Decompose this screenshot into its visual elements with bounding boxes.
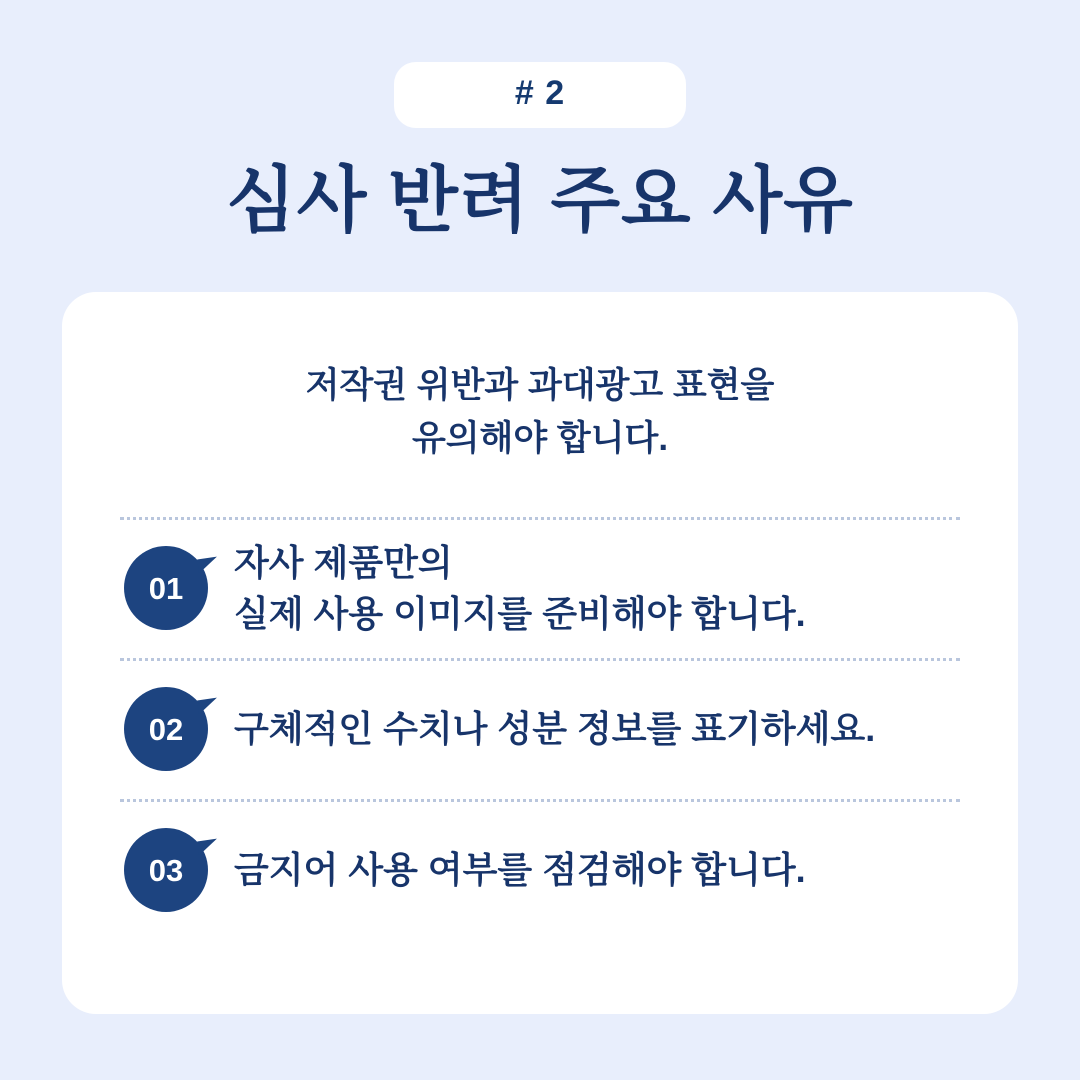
list-item-marker [120,546,212,630]
number-badge-icon: 01 [124,546,208,630]
content-card [62,292,1018,1014]
lead-line-1: 저작권 위반과 과대광고 표현을 [305,366,775,405]
list-item-text [234,703,875,754]
list-item-line-1: 금지어 사용 여부를 점검해야 합니다. [234,849,806,891]
list-item-marker [120,687,212,771]
list-item-line-1: 자사 제품만의 [234,541,453,583]
reason-list [120,517,960,940]
list-item [120,520,960,658]
lead-paragraph [120,360,960,465]
list-item-line-1: 구체적인 수치나 성분 정보를 표기하세요. [234,708,876,750]
number-badge-icon: 03 [124,828,208,912]
list-item-text [234,844,806,895]
list-item-text [234,537,806,639]
page-title: 심사 반려 주요 사유 [226,161,854,241]
list-item [120,802,960,940]
badge-container [0,0,1080,128]
list-item [120,661,960,799]
list-item-marker [120,828,212,912]
list-item-line-2: 실제 사용 이미지를 준비해야 합니다. [234,593,806,634]
slide-number-badge: # 2 [394,62,686,128]
number-badge-icon: 02 [124,687,208,771]
lead-line-2: 유의해야 합니다. [411,418,669,458]
